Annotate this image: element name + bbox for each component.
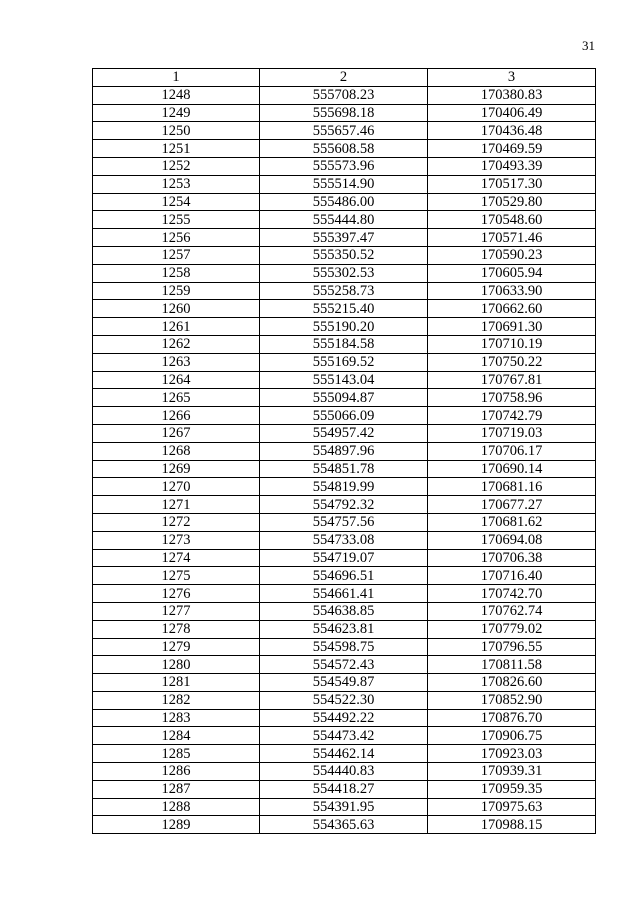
y-coordinate-cell: 170436.48 — [428, 122, 596, 140]
x-coordinate-cell: 555444.80 — [260, 211, 428, 229]
x-coordinate-cell: 554733.08 — [260, 531, 428, 549]
table-row — [93, 780, 596, 798]
y-coordinate-cell: 170959.35 — [428, 780, 596, 798]
point-number-cell: 1265 — [93, 389, 260, 407]
y-coordinate-cell: 170694.08 — [428, 531, 596, 549]
y-coordinate-cell: 170923.03 — [428, 745, 596, 763]
y-coordinate-cell: 170691.30 — [428, 318, 596, 336]
y-coordinate-cell: 170529.80 — [428, 193, 596, 211]
table-row — [93, 567, 596, 585]
x-coordinate-cell: 554473.42 — [260, 727, 428, 745]
point-number-cell: 1276 — [93, 585, 260, 603]
point-number-cell: 1262 — [93, 335, 260, 353]
x-coordinate-cell: 555608.58 — [260, 140, 428, 158]
x-coordinate-cell: 555258.73 — [260, 282, 428, 300]
x-coordinate-cell: 554719.07 — [260, 549, 428, 567]
point-number-cell: 1280 — [93, 656, 260, 674]
x-coordinate-cell: 554418.27 — [260, 780, 428, 798]
table-row — [93, 229, 596, 247]
table-row — [93, 531, 596, 549]
table-row — [93, 104, 596, 122]
table-row — [93, 745, 596, 763]
table-header-row — [93, 69, 596, 87]
y-coordinate-cell: 170779.02 — [428, 620, 596, 638]
x-coordinate-cell: 555184.58 — [260, 335, 428, 353]
table-row — [93, 353, 596, 371]
point-number-cell: 1248 — [93, 86, 260, 104]
table-row — [93, 585, 596, 603]
y-coordinate-cell: 170742.70 — [428, 585, 596, 603]
y-coordinate-cell: 170939.31 — [428, 763, 596, 781]
y-coordinate-cell: 170767.81 — [428, 371, 596, 389]
x-coordinate-cell: 554462.14 — [260, 745, 428, 763]
x-coordinate-cell: 555066.09 — [260, 407, 428, 425]
point-number-cell: 1287 — [93, 780, 260, 798]
y-coordinate-cell: 170826.60 — [428, 674, 596, 692]
point-number-cell: 1289 — [93, 816, 260, 834]
table-row — [93, 140, 596, 158]
x-coordinate-cell: 554522.30 — [260, 691, 428, 709]
point-number-cell: 1278 — [93, 620, 260, 638]
table-row — [93, 816, 596, 834]
table-row — [93, 282, 596, 300]
point-number-cell: 1258 — [93, 264, 260, 282]
x-coordinate-cell: 555302.53 — [260, 264, 428, 282]
x-coordinate-cell: 554572.43 — [260, 656, 428, 674]
y-coordinate-cell: 170548.60 — [428, 211, 596, 229]
x-coordinate-cell: 554897.96 — [260, 442, 428, 460]
x-coordinate-cell: 554851.78 — [260, 460, 428, 478]
table-row — [93, 442, 596, 460]
y-coordinate-cell: 170517.30 — [428, 175, 596, 193]
y-coordinate-cell: 170758.96 — [428, 389, 596, 407]
table-body — [93, 86, 596, 833]
table-row — [93, 709, 596, 727]
point-number-cell: 1285 — [93, 745, 260, 763]
y-coordinate-cell: 170742.79 — [428, 407, 596, 425]
x-coordinate-cell: 555573.96 — [260, 157, 428, 175]
y-coordinate-cell: 170590.23 — [428, 246, 596, 264]
point-number-cell: 1283 — [93, 709, 260, 727]
y-coordinate-cell: 170380.83 — [428, 86, 596, 104]
table-row — [93, 424, 596, 442]
table-row — [93, 175, 596, 193]
x-coordinate-cell: 555169.52 — [260, 353, 428, 371]
point-number-cell: 1264 — [93, 371, 260, 389]
y-coordinate-cell: 170571.46 — [428, 229, 596, 247]
point-number-cell: 1273 — [93, 531, 260, 549]
point-number-cell: 1252 — [93, 157, 260, 175]
point-number-cell: 1286 — [93, 763, 260, 781]
x-coordinate-cell: 555350.52 — [260, 246, 428, 264]
point-number-cell: 1275 — [93, 567, 260, 585]
y-coordinate-cell: 170690.14 — [428, 460, 596, 478]
table-row — [93, 371, 596, 389]
table-row — [93, 638, 596, 656]
point-number-cell: 1260 — [93, 300, 260, 318]
table-row — [93, 318, 596, 336]
point-number-cell: 1249 — [93, 104, 260, 122]
x-coordinate-cell: 555190.20 — [260, 318, 428, 336]
table-row — [93, 86, 596, 104]
y-coordinate-cell: 170762.74 — [428, 602, 596, 620]
y-coordinate-cell: 170469.59 — [428, 140, 596, 158]
table-row — [93, 691, 596, 709]
y-coordinate-cell: 170681.16 — [428, 478, 596, 496]
y-coordinate-cell: 170662.60 — [428, 300, 596, 318]
point-number-cell: 1268 — [93, 442, 260, 460]
x-coordinate-cell: 555486.00 — [260, 193, 428, 211]
x-coordinate-cell: 554623.81 — [260, 620, 428, 638]
point-number-cell: 1282 — [93, 691, 260, 709]
x-coordinate-cell: 554819.99 — [260, 478, 428, 496]
point-number-cell: 1281 — [93, 674, 260, 692]
x-coordinate-cell: 554696.51 — [260, 567, 428, 585]
y-coordinate-cell: 170605.94 — [428, 264, 596, 282]
x-coordinate-cell: 555514.90 — [260, 175, 428, 193]
x-coordinate-cell: 554757.56 — [260, 513, 428, 531]
table-row — [93, 300, 596, 318]
x-coordinate-cell: 555215.40 — [260, 300, 428, 318]
y-coordinate-cell: 170633.90 — [428, 282, 596, 300]
x-coordinate-cell: 554549.87 — [260, 674, 428, 692]
point-number-cell: 1259 — [93, 282, 260, 300]
table-row — [93, 727, 596, 745]
x-coordinate-cell: 555143.04 — [260, 371, 428, 389]
table-row — [93, 211, 596, 229]
x-coordinate-cell: 554661.41 — [260, 585, 428, 603]
table-row — [93, 407, 596, 425]
y-coordinate-cell: 170906.75 — [428, 727, 596, 745]
x-coordinate-cell: 554957.42 — [260, 424, 428, 442]
y-coordinate-cell: 170852.90 — [428, 691, 596, 709]
table-row — [93, 157, 596, 175]
table-row — [93, 549, 596, 567]
y-coordinate-cell: 170750.22 — [428, 353, 596, 371]
point-number-cell: 1266 — [93, 407, 260, 425]
y-coordinate-cell: 170406.49 — [428, 104, 596, 122]
y-coordinate-cell: 170677.27 — [428, 496, 596, 514]
point-number-cell: 1255 — [93, 211, 260, 229]
point-number-cell: 1254 — [93, 193, 260, 211]
x-coordinate-cell: 554792.32 — [260, 496, 428, 514]
point-number-cell: 1284 — [93, 727, 260, 745]
point-number-cell: 1288 — [93, 798, 260, 816]
y-coordinate-cell: 170716.40 — [428, 567, 596, 585]
column-header: 2 — [260, 69, 428, 87]
x-coordinate-cell: 555397.47 — [260, 229, 428, 247]
x-coordinate-cell: 555657.46 — [260, 122, 428, 140]
y-coordinate-cell: 170710.19 — [428, 335, 596, 353]
x-coordinate-cell: 554492.22 — [260, 709, 428, 727]
table-row — [93, 656, 596, 674]
y-coordinate-cell: 170975.63 — [428, 798, 596, 816]
table-row — [93, 478, 596, 496]
point-number-cell: 1277 — [93, 602, 260, 620]
point-number-cell: 1261 — [93, 318, 260, 336]
table-row — [93, 496, 596, 514]
y-coordinate-cell: 170811.58 — [428, 656, 596, 674]
point-number-cell: 1263 — [93, 353, 260, 371]
table-row — [93, 798, 596, 816]
column-header: 1 — [93, 69, 260, 87]
point-number-cell: 1274 — [93, 549, 260, 567]
table-row — [93, 122, 596, 140]
page-number: 31 — [582, 38, 595, 53]
x-coordinate-cell: 554440.83 — [260, 763, 428, 781]
column-header: 3 — [428, 69, 596, 87]
point-number-cell: 1269 — [93, 460, 260, 478]
y-coordinate-cell: 170706.38 — [428, 549, 596, 567]
x-coordinate-cell: 555094.87 — [260, 389, 428, 407]
point-number-cell: 1279 — [93, 638, 260, 656]
y-coordinate-cell: 170493.39 — [428, 157, 596, 175]
y-coordinate-cell: 170876.70 — [428, 709, 596, 727]
point-number-cell: 1270 — [93, 478, 260, 496]
x-coordinate-cell: 555708.23 — [260, 86, 428, 104]
point-number-cell: 1256 — [93, 229, 260, 247]
table-row — [93, 620, 596, 638]
point-number-cell: 1250 — [93, 122, 260, 140]
y-coordinate-cell: 170681.62 — [428, 513, 596, 531]
table-row — [93, 674, 596, 692]
point-number-cell: 1251 — [93, 140, 260, 158]
point-number-cell: 1267 — [93, 424, 260, 442]
x-coordinate-cell: 555698.18 — [260, 104, 428, 122]
y-coordinate-cell: 170719.03 — [428, 424, 596, 442]
x-coordinate-cell: 554365.63 — [260, 816, 428, 834]
table-row — [93, 193, 596, 211]
point-number-cell: 1257 — [93, 246, 260, 264]
table-row — [93, 763, 596, 781]
table-row — [93, 460, 596, 478]
table-row — [93, 389, 596, 407]
x-coordinate-cell: 554391.95 — [260, 798, 428, 816]
table-row — [93, 335, 596, 353]
x-coordinate-cell: 554598.75 — [260, 638, 428, 656]
point-number-cell: 1271 — [93, 496, 260, 514]
y-coordinate-cell: 170796.55 — [428, 638, 596, 656]
coordinates-table — [92, 68, 596, 834]
x-coordinate-cell: 554638.85 — [260, 602, 428, 620]
y-coordinate-cell: 170706.17 — [428, 442, 596, 460]
point-number-cell: 1272 — [93, 513, 260, 531]
table-row — [93, 513, 596, 531]
point-number-cell: 1253 — [93, 175, 260, 193]
table-row — [93, 602, 596, 620]
y-coordinate-cell: 170988.15 — [428, 816, 596, 834]
table-row — [93, 264, 596, 282]
table-row — [93, 246, 596, 264]
